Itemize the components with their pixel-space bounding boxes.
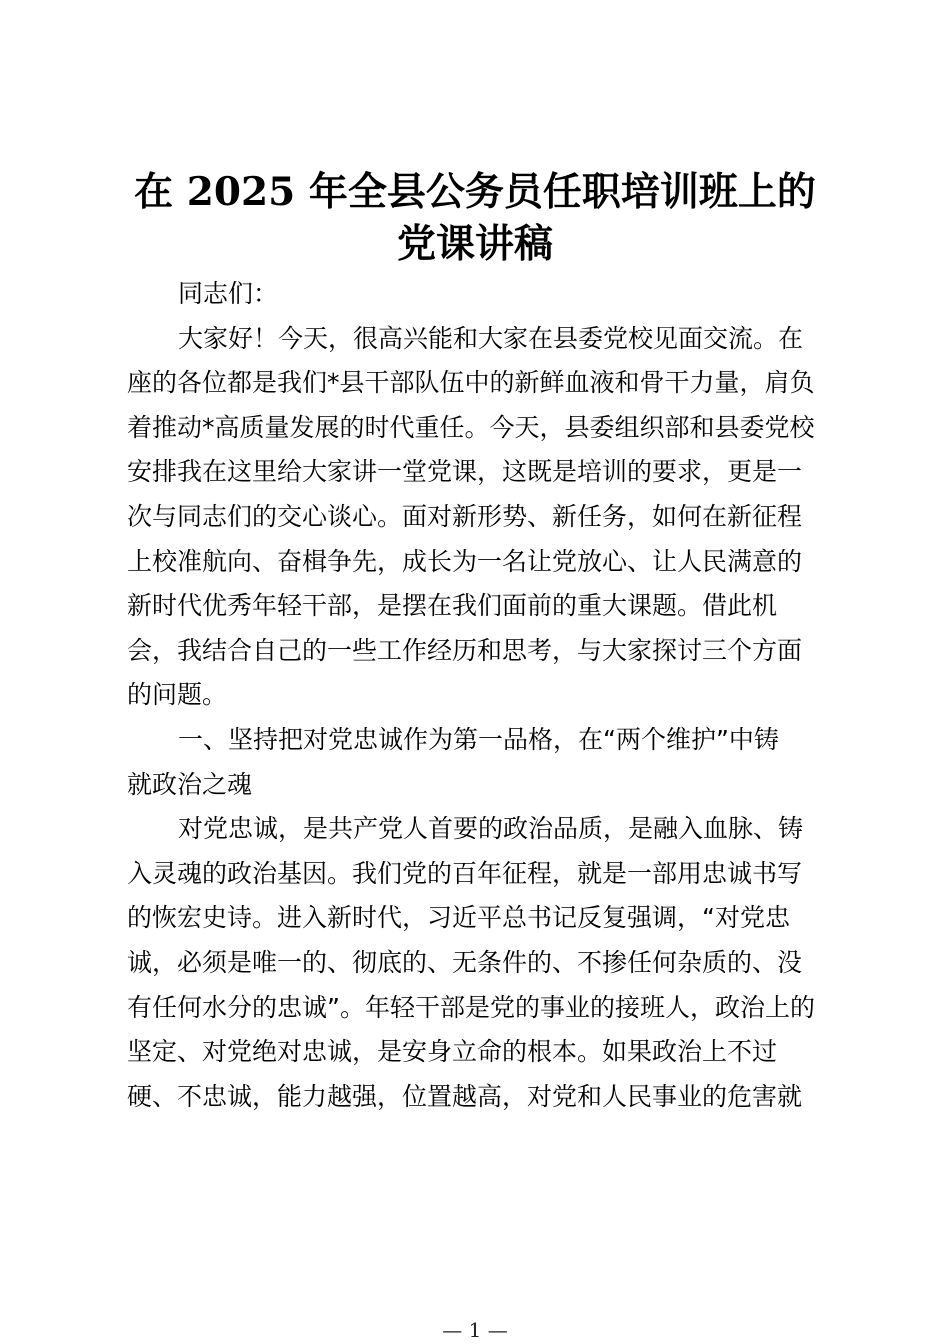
body-line: 入灵魂的政治基因。我们党的百年征程，就是一部用忠诚书写 [127, 858, 803, 888]
salutation: 同志们： [178, 279, 279, 308]
body-line: 次与同志们的交心谈心。面对新形势、新任务，如何在新征程 [127, 501, 803, 531]
section-heading-line: 一、坚持把对党忠诚作为第一品格，在“两个维护”中铸 [178, 724, 779, 754]
body-line: 上校准航向、奋楫争先，成长为一名让党放心、让人民满意的 [127, 546, 803, 576]
body-line: 座的各位都是我们*县干部队伍中的新鲜血液和骨干力量，肩负 [127, 368, 815, 398]
body-line: 会，我结合自己的一些工作经历和思考，与大家探讨三个方面 [127, 635, 803, 665]
title-line-1: 在 2025 年全县公务员任职培训班上的 [134, 169, 816, 215]
body-line: 大家好！今天，很高兴能和大家在县委党校见面交流。在 [178, 323, 804, 353]
body-line: 着推动*高质量发展的时代重任。今天，县委组织部和县委党校 [127, 412, 815, 442]
body-line: 的问题。 [127, 680, 228, 710]
body-line: 的恢宏史诗。进入新时代，习近平总书记反复强调，“对党忠 [127, 903, 790, 933]
body-line: 坚定、对党绝对忠诚，是安身立命的根本。如果政治上不过 [127, 1037, 778, 1067]
document-body [127, 272, 831, 1119]
body-line: 有任何水分的忠诚”。年轻干部是党的事业的接班人，政治上的 [127, 992, 815, 1022]
document-title [100, 166, 850, 270]
page-number: — 1 — [442, 1318, 508, 1342]
body-line: 硬、不忠诚，能力越强，位置越高，对党和人民事业的危害就 [127, 1081, 803, 1111]
body-line: 安排我在这里给大家讲一堂党课，这既是培训的要求，更是一 [127, 457, 803, 487]
body-line: 诚，必须是唯一的、彻底的、无条件的、不掺任何杂质的、没 [127, 947, 803, 977]
section-heading-line: 就政治之魂 [127, 769, 253, 799]
body-line: 新时代优秀年轻干部，是摆在我们面前的重大课题。借此机 [127, 591, 778, 621]
body-line: 对党忠诚，是共产党人首要的政治品质，是融入血脉、铸 [178, 814, 804, 844]
title-line-2: 党课讲稿 [396, 221, 553, 267]
